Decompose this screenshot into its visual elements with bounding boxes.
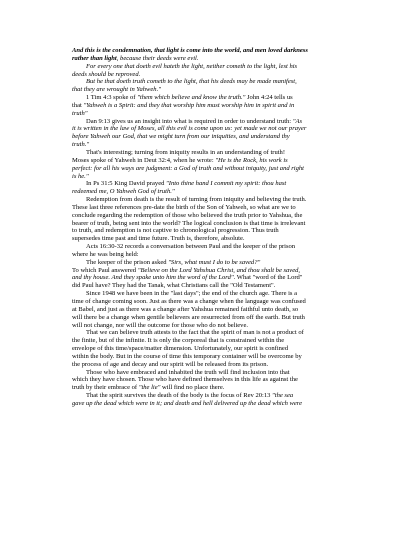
text-line <box>72 86 375 94</box>
text-segment: , because their deeds were evil. <box>116 54 199 62</box>
text-segment: Acts 16:30-32 records a conversation between Paul and the keeper of the prison <box>86 243 296 251</box>
text-segment: that <box>72 101 84 109</box>
text-segment: time of change coming soon. Just as there was a change when the language was confused <box>72 298 306 305</box>
text-segment: truth" <box>72 109 88 117</box>
text-line <box>72 110 375 118</box>
text-line <box>72 55 375 63</box>
text-segment: John 4:24 tells us <box>245 94 293 102</box>
text-segment: That we can believe truth attests to the fact that the spirit of man is not a product of <box>86 329 304 337</box>
text-line <box>72 282 375 290</box>
text-segment: truth." <box>72 141 90 149</box>
text-segment: "Into thine hand I commit my spirit: thou hast <box>166 180 287 188</box>
text-line <box>72 251 375 259</box>
text-line <box>72 314 375 322</box>
text-segment: it is written in the law of Moses, all this evil is come upon us: yet made we not our prayer <box>72 125 307 133</box>
text-line <box>72 376 375 384</box>
text-segment: will there be a change when gentile believers are resurrected from off the earth. But truth <box>72 313 305 321</box>
text-segment: where he was being held: <box>72 250 139 258</box>
text-line <box>72 220 375 228</box>
document-body-text <box>72 47 375 408</box>
text-segment: "He is the Rock, his work is <box>215 156 288 164</box>
text-line <box>72 267 375 275</box>
text-line <box>72 259 375 267</box>
text-segment: which they have chosen. Those who have defined themselves in this life as against the <box>72 376 298 384</box>
text-line <box>72 361 375 369</box>
text-segment: the finite, but of the infinite. It is only the corporeal that is constrained within the <box>72 337 285 345</box>
text-line <box>72 322 375 330</box>
text-segment: the process of age and decay and our spirit will be released from its prison. <box>72 360 269 368</box>
text-segment: These last three references pre-date the birth of the Son of Yahweh, so what are we to <box>72 203 296 211</box>
text-segment: rather than light <box>72 54 117 62</box>
text-line <box>72 337 375 345</box>
text-line <box>72 157 375 165</box>
text-line <box>72 392 375 400</box>
text-segment: within the body. But in the course of time this temporary container will be overcome by <box>72 352 302 360</box>
text-line <box>72 180 375 188</box>
text-segment: is he." <box>72 172 89 180</box>
text-segment: "them which believe and know the truth." <box>137 94 246 102</box>
text-segment: did Paul have? They had the Tanak, what Christians call the "Old Testament". <box>72 282 276 290</box>
text-line <box>72 118 375 126</box>
text-line <box>72 329 375 337</box>
text-line <box>72 102 375 110</box>
text-segment: supersedes time past and time future. Truth is, therefore, absolute. <box>72 235 245 243</box>
text-line <box>72 196 375 204</box>
text-segment: Moses spoke of Yahweh in Deut 32:4, when he wrote: <box>72 156 216 164</box>
text-line <box>72 94 375 102</box>
text-segment: Redemption from death is the result of turning from iniquity and believing the truth. <box>86 196 307 204</box>
text-segment: That the spirit survives the death of the body is the focus of Rev 20:13 <box>86 392 273 400</box>
text-line <box>72 243 375 251</box>
text-segment: And this is the condemnation, that light is come into the world, and men loved darkness <box>72 47 308 54</box>
text-line <box>72 353 375 361</box>
text-segment: gave up the dead which were in it; and death and hell delivered up the dead which were <box>72 399 302 407</box>
text-line <box>72 63 375 71</box>
text-line <box>72 227 375 235</box>
text-segment: . What "word of the Lord" <box>233 274 303 282</box>
text-line <box>72 125 375 133</box>
text-segment: For every one that doeth evil hateth the light, neither cometh to the light, lest his <box>86 62 298 70</box>
text-line <box>72 173 375 181</box>
text-line <box>72 78 375 86</box>
text-segment: "the lie" <box>138 384 161 392</box>
text-segment: bearer of truth, being sent into the world? The logical conclusion is that time is irrelevant <box>72 219 306 227</box>
text-segment: "Believe on the Lord Yahshua Christ, and thou shalt be saved, <box>137 266 301 274</box>
text-segment: before Yahweh our God, that we might turn from our iniquities, and understand thy <box>72 133 290 141</box>
text-line <box>72 235 375 243</box>
text-segment: will find no place there. <box>160 384 225 392</box>
text-segment: "As <box>292 117 303 125</box>
text-line <box>72 306 375 314</box>
text-line <box>72 384 375 392</box>
text-segment: envelope of this time/space/matter dimension. Unfortunately, our spirit is confined <box>72 345 289 353</box>
text-segment: But he that doeth truth cometh to the light, that his deeds may be made manifest, <box>86 78 297 86</box>
text-segment: that they are wrought in Yahweh." <box>72 86 161 94</box>
text-line <box>72 133 375 141</box>
text-segment: 1 Tim 4:3 spoke of <box>86 94 138 102</box>
text-line <box>72 345 375 353</box>
text-line <box>72 290 375 298</box>
text-segment: truth by their embrace of <box>72 384 139 392</box>
text-segment: redeemed me, O Yahweh God of truth." <box>72 188 175 196</box>
text-line <box>72 204 375 212</box>
text-segment: The keeper of the prison asked <box>86 258 169 266</box>
text-line <box>72 188 375 196</box>
text-segment: at Babel, and just as there was a change after Yahshua remained faithful unto death, so <box>72 305 299 313</box>
text-segment: and thy house. And they spake unto him the word of the Lord" <box>72 274 234 282</box>
text-segment: to truth, and redemption is not captive to chronological progression. Thus truth <box>72 227 279 235</box>
text-line <box>72 369 375 377</box>
text-line <box>72 149 375 157</box>
text-segment: Those who have embraced and inhabited the truth will find inclusion into that <box>86 368 290 376</box>
text-line <box>72 212 375 220</box>
text-segment: conclude regarding the redemption of those who believed the truth prior to Yahshua, the <box>72 211 303 219</box>
text-segment: To which Paul answered <box>72 266 138 274</box>
text-line <box>72 141 375 149</box>
text-line <box>72 298 375 306</box>
text-segment: "Yahweh is a Spirit: and they that worship him must worship him in spirit and in <box>83 101 295 109</box>
text-segment: deeds should be reproved. <box>72 70 141 78</box>
text-segment: "Sirs, what must I do to be saved?" <box>168 258 261 266</box>
text-segment: That's interesting; turning from iniquity results in an understanding of truth! <box>86 148 286 156</box>
text-line <box>72 47 375 55</box>
text-segment: "the sea <box>272 392 294 400</box>
text-line <box>72 165 375 173</box>
text-line <box>72 400 375 408</box>
text-segment: will not change, nor will the outcome for those who do not believe. <box>72 321 248 329</box>
text-line <box>72 274 375 282</box>
text-segment: Since 1948 we have been in the "last days"; the end of the church age. There is a <box>86 290 298 298</box>
text-segment: Dan 9:13 gives us an insight into what is required in order to understand truth: <box>86 117 293 125</box>
text-segment: In Ps 31:5 King David prayed <box>86 180 167 188</box>
text-segment: perfect: for all his ways are judgment: a God of truth and without iniquity, just and right <box>72 164 304 172</box>
text-line <box>72 71 375 79</box>
